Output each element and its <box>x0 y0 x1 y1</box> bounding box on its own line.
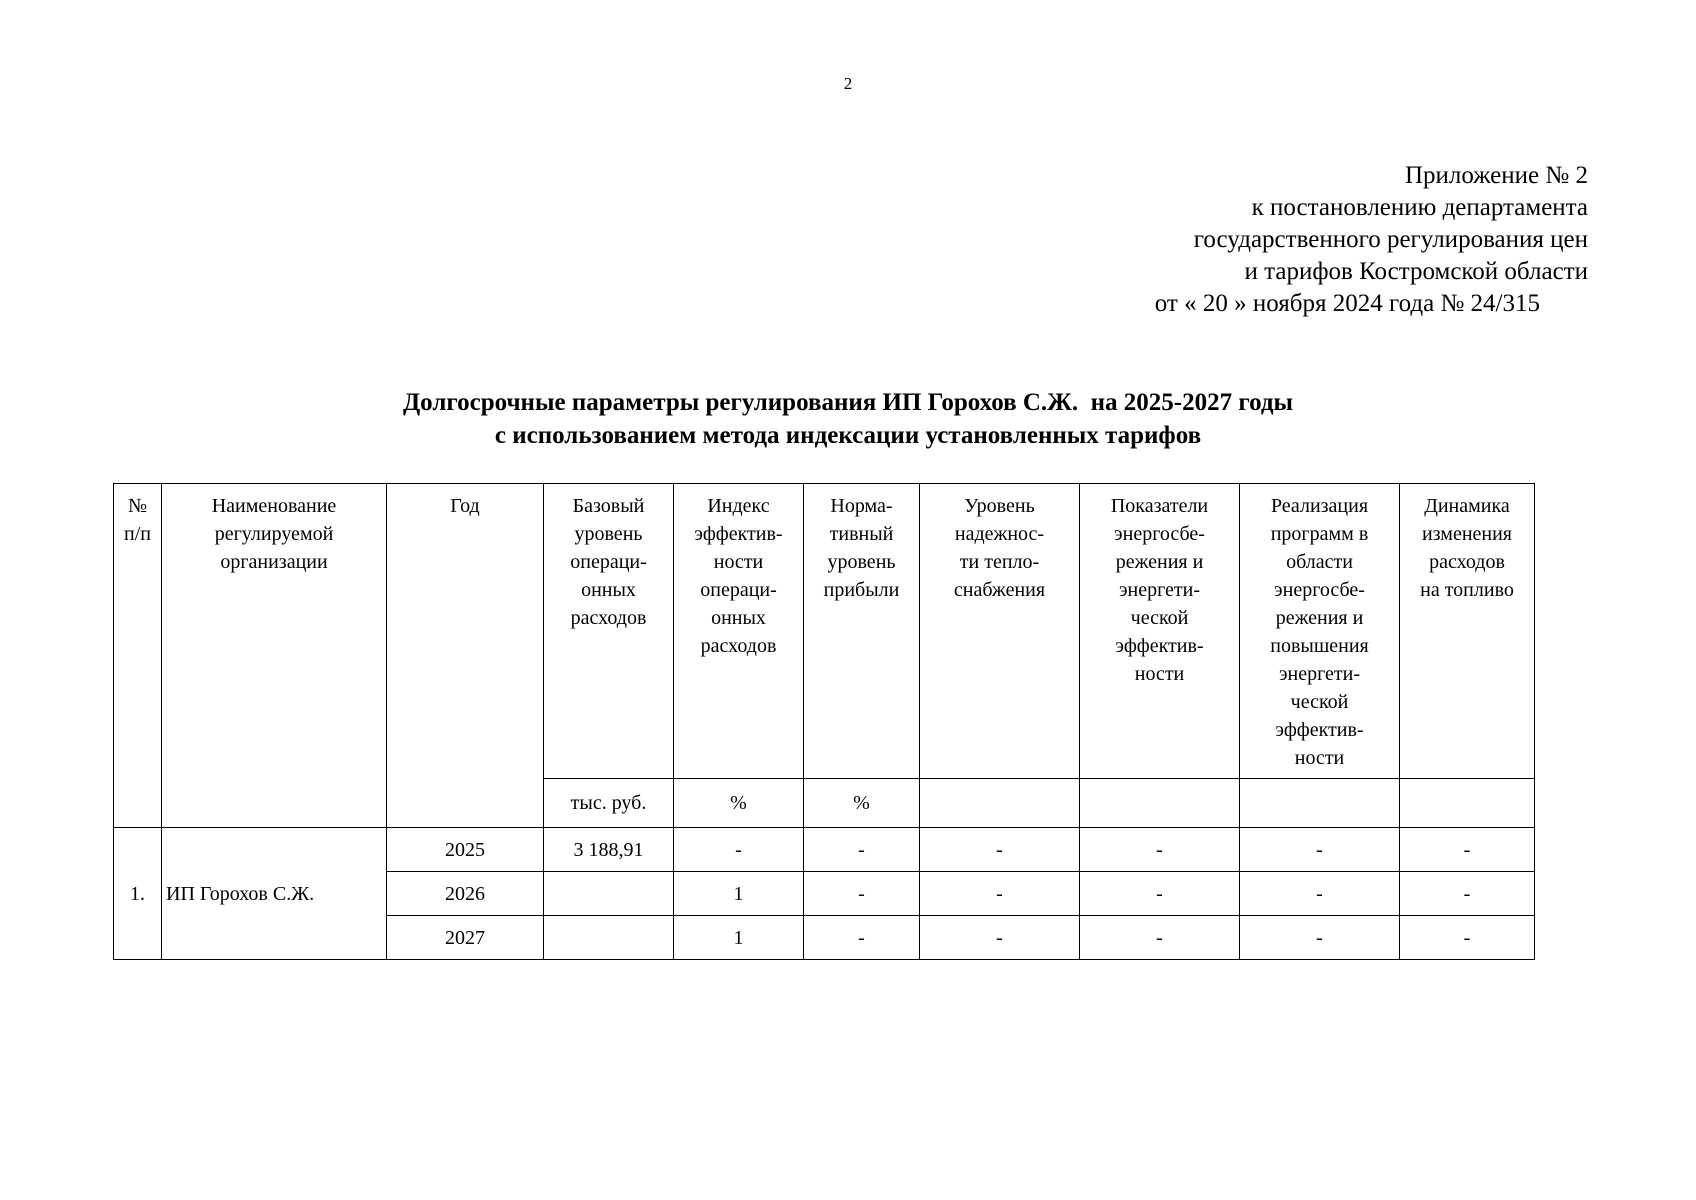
cell-programs: - <box>1240 828 1400 872</box>
unit-base-level: тыс. руб. <box>544 779 674 828</box>
unit-empty <box>920 779 1080 828</box>
header-text-line: ности <box>1294 747 1345 769</box>
header-text-line: операци- <box>570 551 647 573</box>
header-text-line: Норма- <box>830 495 893 517</box>
header-text-line: изменения <box>1421 523 1513 545</box>
cell-fuel-dynamics: - <box>1400 872 1535 916</box>
header-text-line: ческой <box>1290 691 1349 713</box>
appendix-block <box>1155 160 1588 320</box>
organization-name: ИП Горохов С.Ж. <box>162 828 387 960</box>
cell-energy-indicators: - <box>1080 916 1240 960</box>
header-programs <box>1240 484 1400 779</box>
header-text-line: № <box>127 495 148 517</box>
cell-year: 2027 <box>387 916 544 960</box>
cell-year: 2026 <box>387 872 544 916</box>
header-text-line: расходов <box>570 607 647 629</box>
header-text-line: онных <box>581 579 636 601</box>
cell-reliability: - <box>920 872 1080 916</box>
header-text-line: области <box>1286 551 1353 573</box>
unit-empty <box>1400 779 1535 828</box>
header-text-line: эффектив- <box>1275 719 1364 741</box>
header-text-line: прибыли <box>823 579 900 601</box>
header-text-line: на топливо <box>1420 579 1514 601</box>
cell-programs: - <box>1240 916 1400 960</box>
header-text-line: Уровень <box>964 495 1035 517</box>
cell-energy-indicators: - <box>1080 828 1240 872</box>
cell-reliability: - <box>920 828 1080 872</box>
appendix-date-line: от « 20 » ноября 2024 года № 24/315 <box>1154 290 1540 317</box>
cell-efficiency-index: 1 <box>674 872 804 916</box>
appendix-line: Приложение № 2 <box>1404 162 1588 189</box>
appendix-line: и тарифов Костромской области <box>1244 258 1588 285</box>
document-title <box>0 386 1696 452</box>
header-text-line: программ в <box>1270 523 1369 545</box>
header-organization <box>162 484 387 828</box>
cell-fuel-dynamics: - <box>1400 916 1535 960</box>
cell-profit-level: - <box>804 872 920 916</box>
header-profit-level <box>804 484 920 779</box>
header-text-line: уровень <box>574 523 643 545</box>
header-text-line: эффектив- <box>694 523 783 545</box>
header-text-line: Реализация <box>1270 495 1369 517</box>
header-text-line: ности <box>1134 663 1185 685</box>
cell-base-level: 3 188,91 <box>544 828 674 872</box>
header-text-line: надежнос- <box>954 523 1045 545</box>
unit-empty <box>1080 779 1240 828</box>
parameters-table <box>113 483 1535 960</box>
table-row <box>114 828 1535 872</box>
appendix-line: государственного регулирования цен <box>1193 226 1588 253</box>
cell-efficiency-index: 1 <box>674 916 804 960</box>
header-text-line: Год <box>450 495 480 517</box>
header-text-line: ческой <box>1130 607 1189 629</box>
header-text-line: энергосбе- <box>1114 523 1205 545</box>
title-line: Долгосрочные параметры регулирования ИП Горохов С.Ж. на 2025-2027 годы <box>402 389 1294 416</box>
header-text-line: организации <box>220 551 328 573</box>
header-num <box>114 484 162 828</box>
header-text-line: Базовый <box>572 495 645 517</box>
cell-programs: - <box>1240 872 1400 916</box>
cell-efficiency-index: - <box>674 828 804 872</box>
unit-empty <box>1240 779 1400 828</box>
cell-profit-level: - <box>804 828 920 872</box>
header-text-line: расходов <box>1429 551 1505 573</box>
header-text-line: Динамика <box>1424 495 1510 517</box>
cell-base-level <box>544 916 674 960</box>
unit-profit-level: % <box>804 779 920 828</box>
header-text-line: повышения <box>1270 635 1369 657</box>
header-text-line: операци- <box>700 579 777 601</box>
header-text-line: ти тепло- <box>959 551 1040 573</box>
header-text-line: энергосбе- <box>1274 579 1365 601</box>
header-text-line: ности <box>713 551 764 573</box>
title-line: с использованием метода индексации установленных тарифов <box>494 422 1202 449</box>
header-text-line: снабжения <box>953 579 1046 601</box>
header-text-line: режения и <box>1275 607 1364 629</box>
header-fuel-dynamics <box>1400 484 1535 779</box>
header-reliability <box>920 484 1080 779</box>
header-text-line: энергети- <box>1278 663 1361 685</box>
header-base-level <box>544 484 674 779</box>
header-text-line: Индекс <box>707 495 770 517</box>
unit-efficiency-index: % <box>674 779 804 828</box>
row-number: 1. <box>114 828 162 960</box>
cell-energy-indicators: - <box>1080 872 1240 916</box>
cell-fuel-dynamics: - <box>1400 828 1535 872</box>
header-text-line: регулируемой <box>214 523 334 545</box>
header-text-line: Наименование <box>211 495 337 517</box>
cell-profit-level: - <box>804 916 920 960</box>
cell-base-level <box>544 872 674 916</box>
header-text-line: онных <box>711 607 766 629</box>
header-text-line: режения и <box>1115 551 1204 573</box>
header-year <box>387 484 544 828</box>
header-text-line: тивный <box>829 523 894 545</box>
header-energy-indicators <box>1080 484 1240 779</box>
header-text-line: Показатели <box>1110 495 1209 517</box>
header-row <box>114 484 1535 779</box>
cell-year: 2025 <box>387 828 544 872</box>
header-text-line: энергети- <box>1118 579 1201 601</box>
header-text-line: эффектив- <box>1115 635 1204 657</box>
header-efficiency-index <box>674 484 804 779</box>
page-number: 2 <box>843 74 853 93</box>
cell-reliability: - <box>920 916 1080 960</box>
header-text-line: расходов <box>700 635 777 657</box>
appendix-line: к постановлению департамента <box>1251 194 1588 221</box>
header-text-line: уровень <box>827 551 896 573</box>
header-text-line: п/п <box>124 523 151 545</box>
